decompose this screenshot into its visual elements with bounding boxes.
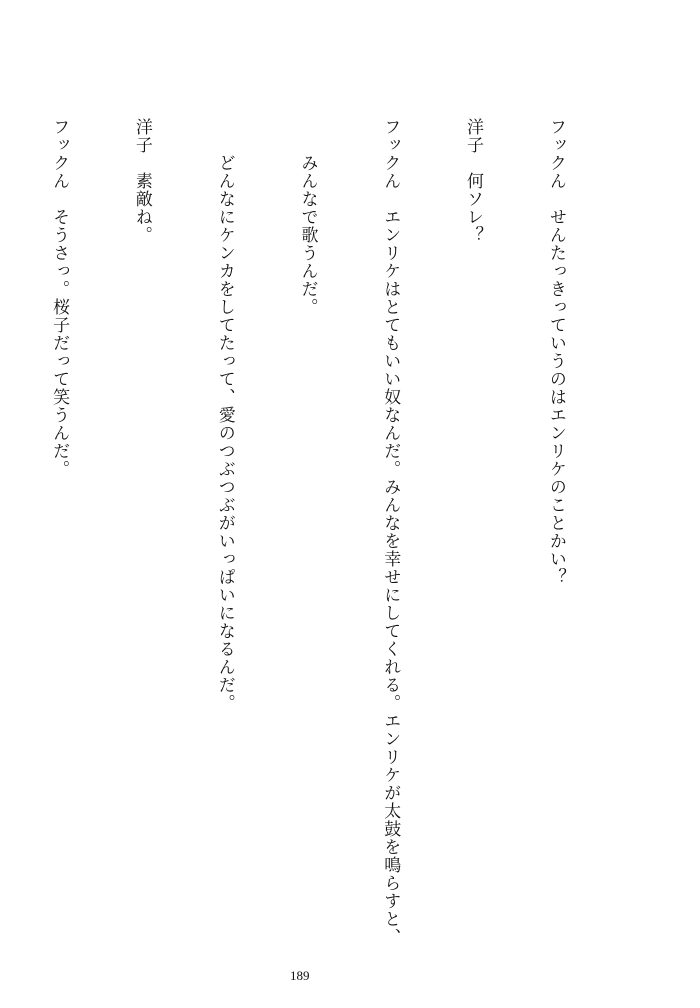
script-line: 洋子 素敵ね。: [131, 118, 152, 244]
script-line: 洋子 何ソレ？: [463, 118, 484, 244]
script-line: みんなで歌うんだ。: [297, 118, 318, 316]
vertical-script-text: [49, 118, 624, 946]
script-line: フックん エンリケはとてもいい奴なんだ。みんなを幸せにしてくれる。エンリケが太鼓を鳴らすと、: [380, 118, 401, 946]
script-line: どんなにケンカをしてたって、愛のつぶつぶがいっぱいになるんだ。: [214, 118, 235, 712]
script-line: フックん せんたっきっていうのはエンリケのことかい？: [545, 118, 566, 586]
script-line: フックん そうさっ。桜子だって笑うんだ。: [49, 118, 70, 478]
page-number: 189: [290, 968, 310, 983]
